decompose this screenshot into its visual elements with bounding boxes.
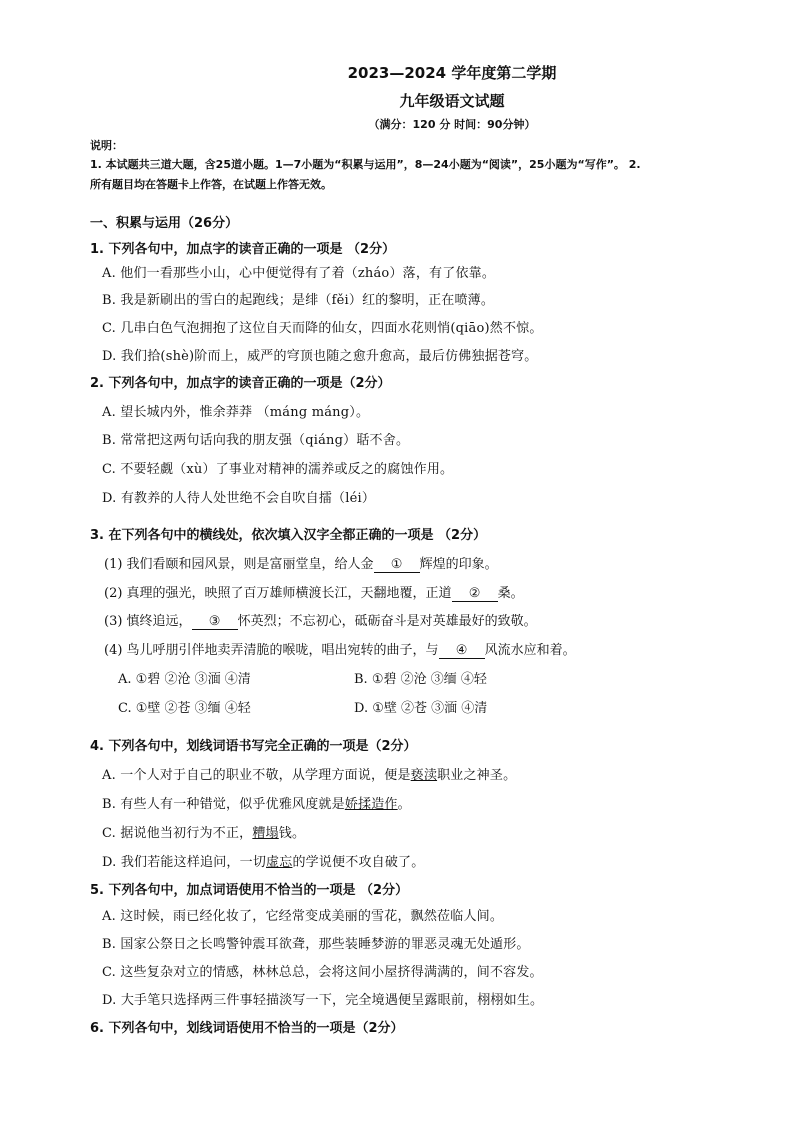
question-5-option-c: C. 这些复杂对立的情感，林林总总，会将这间小屋挤得满满的，间不容发。 [102,965,543,980]
sentence-text: 怀英烈；不忘初心，砥砺奋斗是对英雄最好的致敬。 [237,614,537,629]
question-4-option-d [102,851,424,870]
question-1-option-d: D. 我们拾(shè)阶而上，威严的穹顶也随之愈升愈高，最后仿佛独据苍穹。 [102,349,538,364]
sentence-text: (2) 真理的强光，映照了百万雄师横渡长江，天翻地覆，正道 [104,586,452,601]
question-5-option-d: D. 大手笔只选择两三件事轻描淡写一下，完全境遇便呈露眼前，栩栩如生。 [102,993,544,1008]
question-3-sentence-2 [104,582,524,602]
option-text: C. 据说他当初行为不正， [102,826,253,841]
question-4-option-a [102,764,516,783]
option-text: 职业之神圣。 [437,768,517,783]
question-2-option-c: C. 不要轻觑（xù）了事业对精神的濡养或反之的腐蚀作用。 [102,462,454,477]
question-4-option-c [102,822,305,841]
underlined-word: 虚忘 [266,855,293,870]
fill-blank: ④ [439,643,485,659]
question-3-option-c: C. ①壁 ②苍 ③缅 ④轻 [118,701,251,716]
sentence-text: (1) 我们看颐和园风景，则是富丽堂皇，给人金 [104,557,374,572]
option-text: D. 我们若能这样追问，一切 [102,855,267,870]
fill-blank: ② [452,586,498,602]
option-text: 。 [397,797,411,812]
question-3-option-d: D. ①壁 ②苍 ③湎 ④清 [354,701,488,716]
question-3-option-a: A. ①碧 ②沧 ③湎 ④清 [118,672,251,687]
sentence-text: 桑。 [497,586,524,601]
sentence-text: 辉煌的印象。 [419,557,498,572]
question-2-option-b: B. 常常把这两句话向我的朋友强（qiáng）聒不舍。 [102,433,410,448]
question-5-stem: 5. 下列各句中，加点词语使用不恰当的一项是 （2分） [90,883,409,898]
question-3-choices-row-2 [118,697,487,716]
question-3-choices-row-1 [118,668,487,687]
question-3-option-b: B. ①碧 ②沧 ③缅 ④轻 [354,672,487,687]
question-5-option-b: B. 国家公祭日之长鸣警钟震耳欲聋，那些装睡梦游的罪恶灵魂无处遁形。 [102,937,530,952]
option-text: A. 一个人对于自己的职业不敬，从学理方面说，便是 [102,768,411,783]
sentence-text: (4) 鸟儿呼朋引伴地卖弄清脆的喉咙，唱出宛转的曲子，与 [104,643,439,658]
instructions-line-2: 所有题目均在答题卡上作答，在试题上作答无效。 [90,178,332,191]
exam-term-title: 2023—2024 学年度第二学期 [347,64,557,82]
instructions-line-1: 1. 本试题共三道大题，含25道小题。1—7小题为“积累与运用”，8—24小题为“阅读”，25小题为“写作”。 2. [90,158,641,171]
question-3-sentence-1 [104,553,498,573]
question-1-option-a: A. 他们一看那些小山，心中便觉得有了着（zháo）落，有了依靠。 [102,266,496,281]
option-text: B. 有些人有一种错觉，似乎优雅风度就是 [102,797,345,812]
question-3-sentence-4 [104,639,576,659]
question-4-stem: 4. 下列各句中，划线词语书写完全正确的一项是（2分） [90,739,417,754]
question-6-stem: 6. 下列各句中，划线词语使用不恰当的一项是（2分） [90,1021,404,1036]
question-3-sentence-3 [104,610,537,630]
question-1-option-c: C. 几串白色气泡拥抱了这位自天而降的仙女，四面水花则悄(qiāo)然不惊。 [102,321,543,336]
sentence-text: (3) 慎终追远， [104,614,192,629]
sentence-text: 风流水应和着。 [484,643,576,658]
section-heading: 一、积累与运用（26分） [90,216,239,231]
question-2-option-a: A. 望长城内外，惟余莽莽 （máng máng）。 [102,405,370,420]
option-text: 钱。 [278,826,306,841]
question-2-option-d: D. 有教养的人待人处世绝不会自吹自擂（léi） [102,491,376,506]
underlined-word: 亵渎 [410,768,438,783]
underlined-word: 糟塌 [252,826,279,841]
question-4-option-b [102,793,411,812]
exam-meta: （满分：120 分 时间：90分钟） [368,118,536,131]
question-2-stem: 2. 下列各句中，加点字的读音正确的一项是（2分） [90,376,391,391]
question-1-stem: 1. 下列各句中，加点字的读音正确的一项是 （2分） [90,242,396,257]
question-3-stem: 3. 在下列各句中的横线处，依次填入汉字全都正确的一项是 （2分） [90,528,487,543]
fill-blank: ③ [192,614,238,630]
question-1-option-b: B. 我是新刷出的雪白的起跑线；是绯（fěi）红的黎明，正在喷薄。 [102,293,495,308]
underlined-word: 娇揉造作 [344,797,398,812]
instructions-label: 说明： [90,139,123,152]
question-5-option-a: A. 这时候，雨已经化妆了，它经常变成美丽的雪花，飘然莅临人间。 [102,909,504,924]
option-text: 的学说便不攻自破了。 [292,855,425,870]
exam-subject-title: 九年级语文试题 [399,92,505,110]
fill-blank: ① [374,557,420,573]
